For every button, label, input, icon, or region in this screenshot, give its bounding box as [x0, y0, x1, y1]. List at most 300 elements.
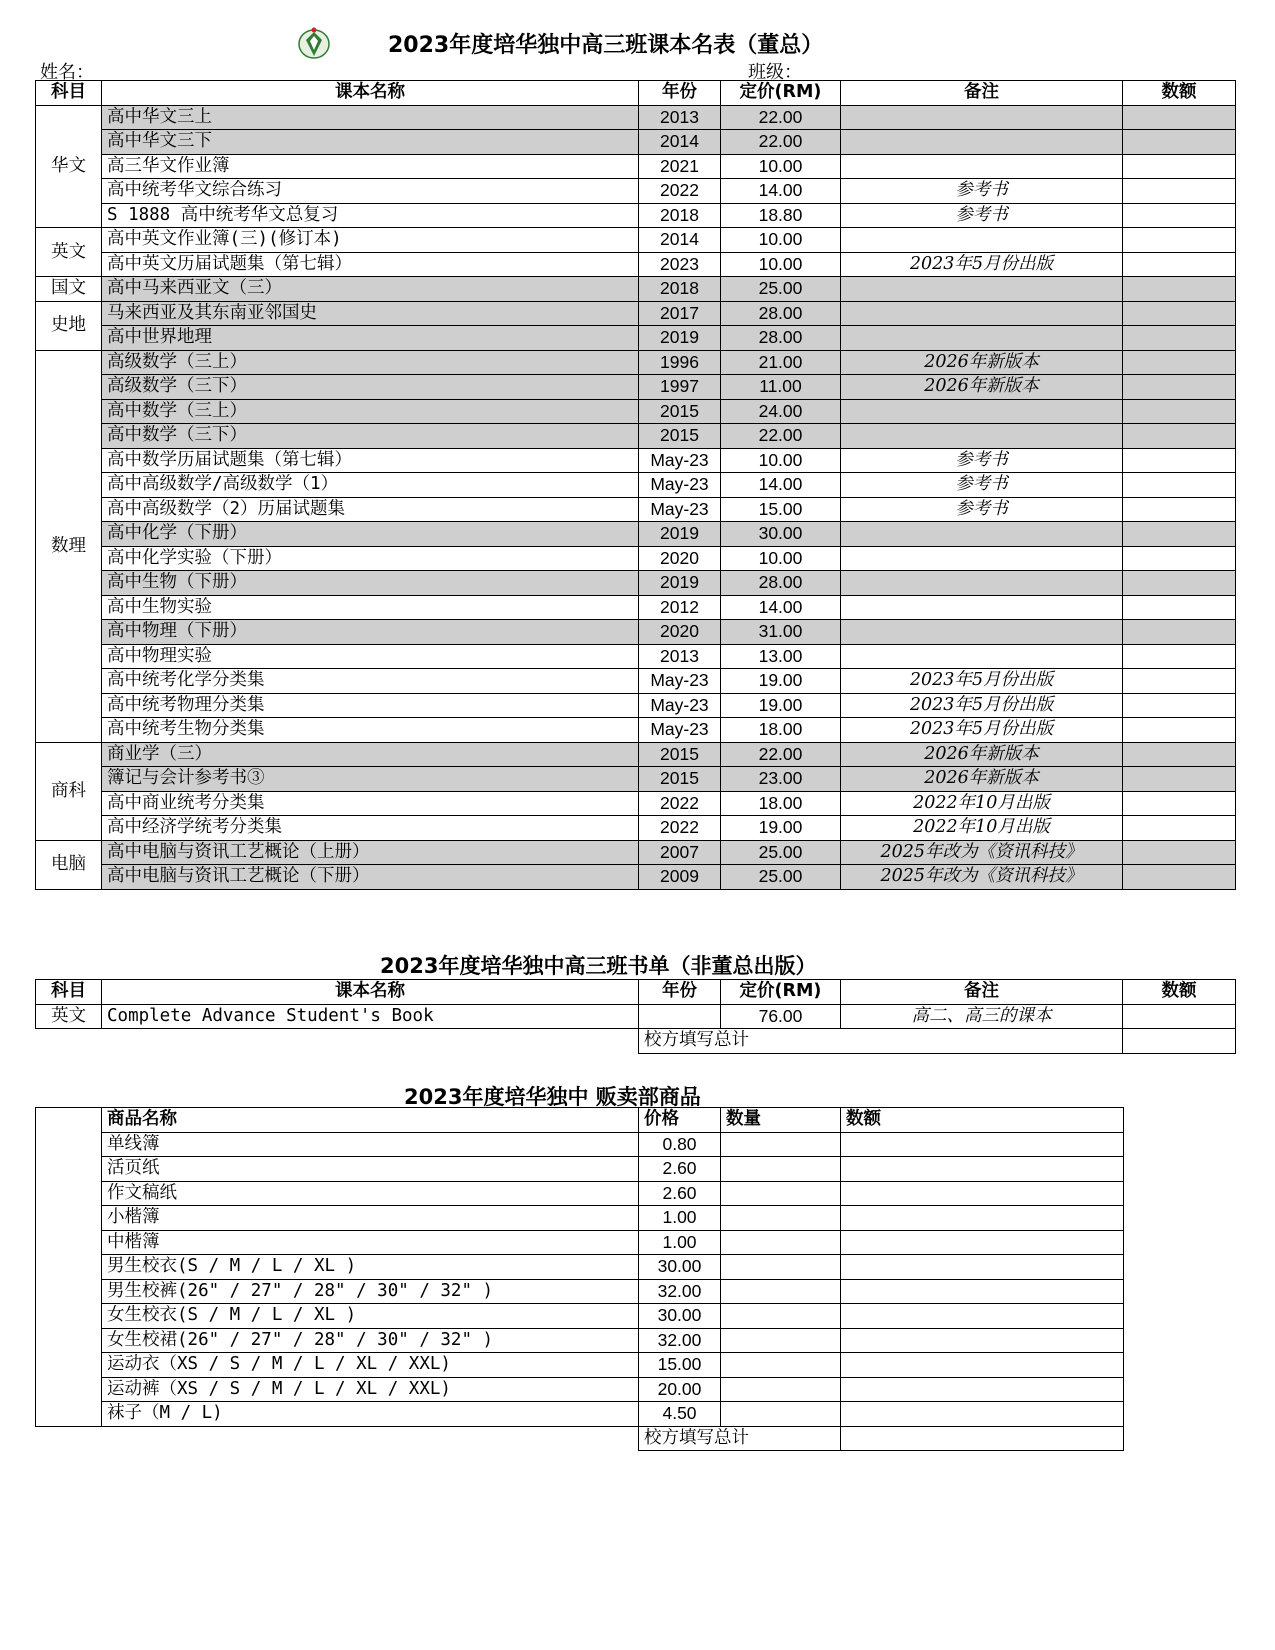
- amount-cell[interactable]: [1123, 252, 1236, 277]
- quantity-cell[interactable]: [721, 1304, 841, 1329]
- table-row: [36, 1377, 1124, 1402]
- header-subject: 科目: [36, 980, 102, 1005]
- year-cell: May-23: [639, 448, 721, 473]
- year-cell: 2015: [639, 742, 721, 767]
- amount-cell[interactable]: [1123, 669, 1236, 694]
- note-cell: 参考书: [841, 473, 1123, 498]
- amount-cell[interactable]: [1123, 350, 1236, 375]
- amount-cell[interactable]: [1123, 546, 1236, 571]
- header-amount: 数额: [1123, 980, 1236, 1005]
- header-item-name: 商品名称: [102, 1108, 639, 1133]
- amount-cell[interactable]: [1123, 154, 1236, 179]
- quantity-cell[interactable]: [721, 1157, 841, 1182]
- book-name-cell: 高中化学实验（下册）: [102, 546, 639, 571]
- amount-cell[interactable]: [1123, 742, 1236, 767]
- table-header-row: [36, 980, 1236, 1005]
- table-row: [36, 1132, 1124, 1157]
- amount-cell[interactable]: [841, 1353, 1124, 1378]
- book-name-cell: 高中数学（三上）: [102, 399, 639, 424]
- blank-column: [36, 1108, 102, 1427]
- table-row: [36, 350, 1236, 375]
- quantity-cell[interactable]: [721, 1279, 841, 1304]
- amount-cell[interactable]: [1123, 791, 1236, 816]
- year-cell: 2020: [639, 546, 721, 571]
- year-cell: 2021: [639, 154, 721, 179]
- item-name-cell: 女生校衣(S / M / L / XL ): [102, 1304, 639, 1329]
- table-row: [36, 399, 1236, 424]
- price-cell: 18.00: [721, 791, 841, 816]
- price-cell: 28.00: [721, 571, 841, 596]
- book-name-cell: 高中华文三下: [102, 130, 639, 155]
- price-cell: 10.00: [721, 546, 841, 571]
- table3-title: 2023年度培华独中 贩卖部商品: [404, 1085, 701, 1109]
- book-name-cell: 高中马来西亚文（三）: [102, 277, 639, 302]
- year-cell: 2015: [639, 767, 721, 792]
- textbook-table: [35, 80, 1236, 890]
- item-name-cell: 单线簿: [102, 1132, 639, 1157]
- amount-cell[interactable]: [1123, 816, 1236, 841]
- quantity-cell[interactable]: [721, 1230, 841, 1255]
- item-price-cell: 0.80: [639, 1132, 721, 1157]
- price-cell: 10.00: [721, 228, 841, 253]
- item-name-cell: 活页纸: [102, 1157, 639, 1182]
- book-name-cell: 高中高级数学（2）历届试题集: [102, 497, 639, 522]
- book-name-cell: 高中统考生物分类集: [102, 718, 639, 743]
- table-row: [36, 1255, 1124, 1280]
- subject-cell: 史地: [36, 301, 102, 350]
- amount-cell[interactable]: [1123, 375, 1236, 400]
- book-name-cell: 高中数学（三下）: [102, 424, 639, 449]
- subject-cell: 商科: [36, 742, 102, 840]
- price-cell: 19.00: [721, 816, 841, 841]
- year-cell: 2007: [639, 840, 721, 865]
- note-cell: 2026年新版本: [841, 350, 1123, 375]
- table-row: [36, 693, 1236, 718]
- amount-cell[interactable]: [1123, 840, 1236, 865]
- table-row: [36, 179, 1236, 204]
- price-cell: 21.00: [721, 350, 841, 375]
- note-cell: 参考书: [841, 179, 1123, 204]
- book-name-cell: 高中世界地理: [102, 326, 639, 351]
- note-cell: [841, 595, 1123, 620]
- subject-cell: 英文: [36, 228, 102, 277]
- header-subject: 科目: [36, 81, 102, 106]
- note-cell: 高二、高三的课本: [841, 1004, 1123, 1029]
- year-cell: May-23: [639, 497, 721, 522]
- note-cell: [841, 105, 1123, 130]
- table-row: [36, 1230, 1124, 1255]
- year-cell: 2022: [639, 179, 721, 204]
- amount-cell[interactable]: [841, 1132, 1124, 1157]
- table-row: [36, 816, 1236, 841]
- table-row: [36, 424, 1236, 449]
- item-name-cell: 小楷簿: [102, 1206, 639, 1231]
- header-price: 价格: [639, 1108, 721, 1133]
- year-cell: May-23: [639, 693, 721, 718]
- total-label: 校方填写总计: [639, 1426, 841, 1451]
- book-name-cell: 高级数学（三下）: [102, 375, 639, 400]
- note-cell: 参考书: [841, 203, 1123, 228]
- non-dongzong-table: [35, 979, 1236, 1054]
- book-name-cell: 高中物理（下册）: [102, 620, 639, 645]
- note-cell: [841, 424, 1123, 449]
- item-name-cell: 运动衣（XS / S / M / L / XL / XXL): [102, 1353, 639, 1378]
- price-cell: 10.00: [721, 448, 841, 473]
- year-cell: 2022: [639, 816, 721, 841]
- table-row: [36, 105, 1236, 130]
- table-row: [36, 865, 1236, 890]
- header-quantity: 数量: [721, 1108, 841, 1133]
- total-row: [36, 1029, 1236, 1054]
- item-price-cell: 15.00: [639, 1353, 721, 1378]
- note-cell: 2025年改为《资讯科技》: [841, 840, 1123, 865]
- note-cell: [841, 620, 1123, 645]
- price-cell: 25.00: [721, 277, 841, 302]
- year-cell: 2015: [639, 424, 721, 449]
- year-cell: 2014: [639, 130, 721, 155]
- total-label: 校方填写总计: [639, 1029, 1123, 1054]
- table-row: [36, 791, 1236, 816]
- amount-cell[interactable]: [1123, 865, 1236, 890]
- note-cell: 参考书: [841, 497, 1123, 522]
- quantity-cell[interactable]: [721, 1353, 841, 1378]
- amount-cell[interactable]: [841, 1402, 1124, 1427]
- amount-cell[interactable]: [1123, 767, 1236, 792]
- amount-cell[interactable]: [1123, 326, 1236, 351]
- amount-cell[interactable]: [1123, 424, 1236, 449]
- item-price-cell: 30.00: [639, 1255, 721, 1280]
- book-name-cell: 高中高级数学/高级数学（1）: [102, 473, 639, 498]
- table-row: [36, 571, 1236, 596]
- price-cell: 19.00: [721, 669, 841, 694]
- amount-cell[interactable]: [1123, 105, 1236, 130]
- header-price: 定价(RM): [721, 81, 841, 106]
- price-cell: 18.00: [721, 718, 841, 743]
- note-cell: [841, 277, 1123, 302]
- amount-cell[interactable]: [1123, 571, 1236, 596]
- year-cell: 2020: [639, 620, 721, 645]
- table-header-row: [36, 81, 1236, 106]
- amount-cell[interactable]: [1123, 522, 1236, 547]
- price-cell: 25.00: [721, 840, 841, 865]
- item-price-cell: 1.00: [639, 1206, 721, 1231]
- item-price-cell: 2.60: [639, 1181, 721, 1206]
- price-cell: 76.00: [721, 1004, 841, 1029]
- table-row: [36, 742, 1236, 767]
- note-cell: [841, 326, 1123, 351]
- item-price-cell: 32.00: [639, 1328, 721, 1353]
- item-name-cell: 男生校衣(S / M / L / XL ): [102, 1255, 639, 1280]
- table-header-row: [36, 1108, 1124, 1133]
- note-cell: 2026年新版本: [841, 375, 1123, 400]
- book-name-cell: 高中电脑与资讯工艺概论（下册）: [102, 865, 639, 890]
- year-cell: 2018: [639, 277, 721, 302]
- table-row: [36, 154, 1236, 179]
- table-row: [36, 473, 1236, 498]
- amount-cell[interactable]: [1123, 228, 1236, 253]
- amount-cell[interactable]: [1123, 718, 1236, 743]
- amount-cell[interactable]: [841, 1279, 1124, 1304]
- amount-cell[interactable]: [1123, 644, 1236, 669]
- book-name-cell: 高中英文作业簿(三)(修订本): [102, 228, 639, 253]
- year-cell: 2013: [639, 105, 721, 130]
- price-cell: 14.00: [721, 179, 841, 204]
- note-cell: [841, 130, 1123, 155]
- header-name: 课本名称: [102, 980, 639, 1005]
- note-cell: 2023年5月份出版: [841, 252, 1123, 277]
- price-cell: 28.00: [721, 326, 841, 351]
- quantity-cell[interactable]: [721, 1181, 841, 1206]
- total-amount-cell[interactable]: [1123, 1029, 1236, 1054]
- price-cell: 10.00: [721, 154, 841, 179]
- year-cell: 2017: [639, 301, 721, 326]
- book-name-cell: 高中华文三上: [102, 105, 639, 130]
- page-title: 2023年度培华独中高三班课本名表（董总）: [388, 33, 824, 58]
- header-price: 定价(RM): [721, 980, 841, 1005]
- item-name-cell: 女生校裙(26" / 27" / 28" / 30" / 32" ): [102, 1328, 639, 1353]
- amount-cell[interactable]: [1123, 203, 1236, 228]
- book-name-cell: 高中化学（下册）: [102, 522, 639, 547]
- table-row: [36, 277, 1236, 302]
- table-row: [36, 1279, 1124, 1304]
- book-name-cell: 高中商业统考分类集: [102, 791, 639, 816]
- note-cell: 2023年5月份出版: [841, 669, 1123, 694]
- amount-cell[interactable]: [1123, 620, 1236, 645]
- price-cell: 30.00: [721, 522, 841, 547]
- amount-cell[interactable]: [841, 1377, 1124, 1402]
- amount-cell[interactable]: [1123, 301, 1236, 326]
- year-cell: May-23: [639, 718, 721, 743]
- header-year: 年份: [639, 980, 721, 1005]
- quantity-cell[interactable]: [721, 1402, 841, 1427]
- year-cell: 2019: [639, 326, 721, 351]
- total-amount-cell[interactable]: [841, 1426, 1124, 1451]
- note-cell: 2023年5月份出版: [841, 718, 1123, 743]
- total-row: [36, 1426, 1124, 1451]
- amount-cell[interactable]: [1123, 399, 1236, 424]
- note-cell: [841, 571, 1123, 596]
- table-row: [36, 375, 1236, 400]
- amount-cell[interactable]: [1123, 1004, 1236, 1029]
- table-row: [36, 301, 1236, 326]
- header-note: 备注: [841, 81, 1123, 106]
- price-cell: 22.00: [721, 105, 841, 130]
- name-label: 姓名：: [40, 62, 94, 83]
- note-cell: [841, 399, 1123, 424]
- subject-cell: 电脑: [36, 840, 102, 889]
- price-cell: 22.00: [721, 130, 841, 155]
- note-cell: 2026年新版本: [841, 767, 1123, 792]
- year-cell: [639, 1004, 721, 1029]
- table-row: [36, 1402, 1124, 1427]
- year-cell: 2022: [639, 791, 721, 816]
- note-cell: 2022年10月出版: [841, 791, 1123, 816]
- table-row: [36, 203, 1236, 228]
- table-row: [36, 1181, 1124, 1206]
- note-cell: [841, 546, 1123, 571]
- amount-cell[interactable]: [841, 1181, 1124, 1206]
- subject-cell: 英文: [36, 1004, 102, 1029]
- subject-cell: 数理: [36, 350, 102, 742]
- subject-cell: 华文: [36, 105, 102, 228]
- price-cell: 22.00: [721, 424, 841, 449]
- amount-cell[interactable]: [841, 1304, 1124, 1329]
- item-price-cell: 32.00: [639, 1279, 721, 1304]
- quantity-cell[interactable]: [721, 1328, 841, 1353]
- subject-cell: 国文: [36, 277, 102, 302]
- quantity-cell[interactable]: [721, 1132, 841, 1157]
- class-label: 班级：: [748, 62, 802, 83]
- amount-cell[interactable]: [841, 1157, 1124, 1182]
- table2-title: 2023年度培华独中高三班书单（非董总出版）: [380, 954, 817, 978]
- book-name-cell: S 1888 高中统考华文总复习: [102, 203, 639, 228]
- price-cell: 28.00: [721, 301, 841, 326]
- table-row: [36, 620, 1236, 645]
- year-cell: May-23: [639, 669, 721, 694]
- book-name-cell: 高中经济学统考分类集: [102, 816, 639, 841]
- year-cell: 2019: [639, 522, 721, 547]
- note-cell: [841, 644, 1123, 669]
- book-name-cell: 马来西亚及其东南亚邻国史: [102, 301, 639, 326]
- note-cell: [841, 228, 1123, 253]
- note-cell: 2026年新版本: [841, 742, 1123, 767]
- header-year: 年份: [639, 81, 721, 106]
- price-cell: 24.00: [721, 399, 841, 424]
- table-row: [36, 1353, 1124, 1378]
- price-cell: 15.00: [721, 497, 841, 522]
- amount-cell[interactable]: [841, 1230, 1124, 1255]
- item-price-cell: 1.00: [639, 1230, 721, 1255]
- book-name-cell: 高中统考物理分类集: [102, 693, 639, 718]
- note-cell: [841, 301, 1123, 326]
- year-cell: 2013: [639, 644, 721, 669]
- year-cell: 2019: [639, 571, 721, 596]
- amount-cell[interactable]: [1123, 130, 1236, 155]
- shop-items-table: [35, 1107, 1124, 1451]
- table-row: [36, 644, 1236, 669]
- item-price-cell: 4.50: [639, 1402, 721, 1427]
- year-cell: 2023: [639, 252, 721, 277]
- table-row: [36, 595, 1236, 620]
- note-cell: 参考书: [841, 448, 1123, 473]
- year-cell: 1996: [639, 350, 721, 375]
- item-name-cell: 袜子（M / L): [102, 1402, 639, 1427]
- book-name-cell: 高中统考化学分类集: [102, 669, 639, 694]
- header-note: 备注: [841, 980, 1123, 1005]
- amount-cell[interactable]: [1123, 473, 1236, 498]
- book-name-cell: 高三华文作业簿: [102, 154, 639, 179]
- table-row: [36, 252, 1236, 277]
- table-row: [36, 130, 1236, 155]
- item-price-cell: 30.00: [639, 1304, 721, 1329]
- table-row: [36, 840, 1236, 865]
- header-amount: 数额: [841, 1108, 1124, 1133]
- item-name-cell: 运动裤（XS / S / M / L / XL / XXL): [102, 1377, 639, 1402]
- note-cell: [841, 154, 1123, 179]
- book-name-cell: 高中英文历届试题集（第七辑）: [102, 252, 639, 277]
- table-row: [36, 718, 1236, 743]
- item-price-cell: 2.60: [639, 1157, 721, 1182]
- price-cell: 10.00: [721, 252, 841, 277]
- book-name-cell: 高级数学（三上）: [102, 350, 639, 375]
- year-cell: 2018: [639, 203, 721, 228]
- table-row: [36, 1304, 1124, 1329]
- school-logo: [296, 26, 332, 60]
- item-name-cell: 中楷簿: [102, 1230, 639, 1255]
- table-row: [36, 497, 1236, 522]
- table-row: [36, 448, 1236, 473]
- quantity-cell[interactable]: [721, 1206, 841, 1231]
- price-cell: 18.80: [721, 203, 841, 228]
- header-name: 课本名称: [102, 81, 639, 106]
- amount-cell[interactable]: [841, 1206, 1124, 1231]
- table-row: [36, 326, 1236, 351]
- amount-cell[interactable]: [841, 1255, 1124, 1280]
- book-name-cell: Complete Advance Student's Book: [102, 1004, 639, 1029]
- amount-cell[interactable]: [1123, 595, 1236, 620]
- amount-cell[interactable]: [1123, 277, 1236, 302]
- price-cell: 14.00: [721, 473, 841, 498]
- note-cell: 2023年5月份出版: [841, 693, 1123, 718]
- table-row: [36, 522, 1236, 547]
- amount-cell[interactable]: [1123, 497, 1236, 522]
- book-name-cell: 高中物理实验: [102, 644, 639, 669]
- year-cell: 2009: [639, 865, 721, 890]
- table-row: [36, 767, 1236, 792]
- price-cell: 25.00: [721, 865, 841, 890]
- table-row: [36, 546, 1236, 571]
- note-cell: 2025年改为《资讯科技》: [841, 865, 1123, 890]
- note-cell: 2022年10月出版: [841, 816, 1123, 841]
- header-amount: 数额: [1123, 81, 1236, 106]
- amount-cell[interactable]: [841, 1328, 1124, 1353]
- price-cell: 22.00: [721, 742, 841, 767]
- item-name-cell: 男生校裤(26" / 27" / 28" / 30" / 32" ): [102, 1279, 639, 1304]
- year-cell: 2014: [639, 228, 721, 253]
- price-cell: 23.00: [721, 767, 841, 792]
- table-row: [36, 228, 1236, 253]
- book-name-cell: 高中生物（下册）: [102, 571, 639, 596]
- book-name-cell: 高中电脑与资讯工艺概论（上册）: [102, 840, 639, 865]
- table-row: [36, 1328, 1124, 1353]
- amount-cell[interactable]: [1123, 179, 1236, 204]
- item-price-cell: 20.00: [639, 1377, 721, 1402]
- year-cell: 2015: [639, 399, 721, 424]
- quantity-cell[interactable]: [721, 1255, 841, 1280]
- price-cell: 11.00: [721, 375, 841, 400]
- amount-cell[interactable]: [1123, 693, 1236, 718]
- book-name-cell: 商业学（三）: [102, 742, 639, 767]
- price-cell: 31.00: [721, 620, 841, 645]
- year-cell: 1997: [639, 375, 721, 400]
- table-row: [36, 1157, 1124, 1182]
- table-row: [36, 669, 1236, 694]
- price-cell: 19.00: [721, 693, 841, 718]
- book-name-cell: 簿记与会计参考书③: [102, 767, 639, 792]
- price-cell: 13.00: [721, 644, 841, 669]
- book-name-cell: 高中数学历届试题集（第七辑）: [102, 448, 639, 473]
- price-cell: 14.00: [721, 595, 841, 620]
- item-name-cell: 作文稿纸: [102, 1181, 639, 1206]
- quantity-cell[interactable]: [721, 1377, 841, 1402]
- note-cell: [841, 522, 1123, 547]
- book-name-cell: 高中生物实验: [102, 595, 639, 620]
- amount-cell[interactable]: [1123, 448, 1236, 473]
- year-cell: 2012: [639, 595, 721, 620]
- year-cell: May-23: [639, 473, 721, 498]
- table-row: [36, 1206, 1124, 1231]
- table-row: [36, 1004, 1236, 1029]
